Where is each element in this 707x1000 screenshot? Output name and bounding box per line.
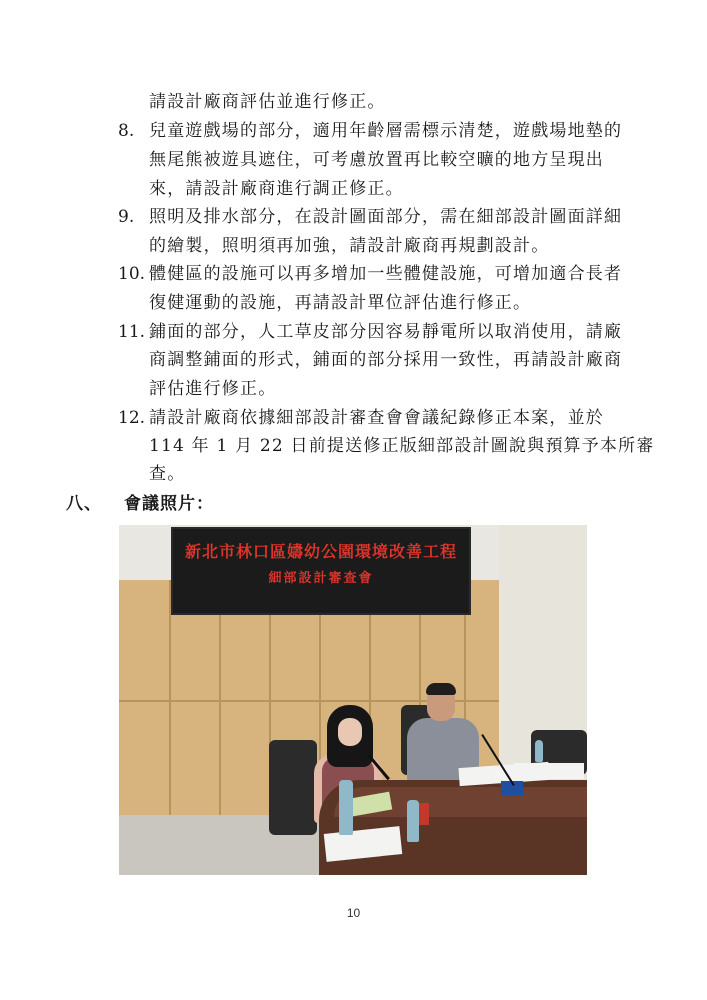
text-line-7: 體健區的設施可以再多增加一些體健設施，可增加適合長者	[149, 264, 623, 284]
item-number-11: 11.	[118, 322, 146, 342]
text-line-9: 鋪面的部分，人工草皮部分因容易靜電所以取消使用，請廠	[149, 322, 623, 342]
text-line-8: 復健運動的設施，再請設計單位評估進行修正。	[149, 293, 532, 313]
item-number-8: 8.	[118, 121, 135, 141]
text-line-14: 查。	[149, 464, 186, 484]
chair	[269, 740, 317, 835]
section-index: 八、	[66, 494, 102, 514]
text-line-13: 114 年 1 月 22 日前提送修正版細部設計圖說與預算予本所審	[149, 436, 655, 456]
item-number-10: 10.	[118, 264, 146, 284]
text-line-4: 來，請設計廠商進行調正修正。	[149, 179, 404, 199]
item-number-12: 12.	[118, 408, 146, 428]
text-line-12: 請設計廠商依據細部設計審查會會議紀錄修正本案，並於	[149, 408, 604, 428]
text-line-11: 評估進行修正。	[149, 379, 277, 399]
meeting-photo	[119, 525, 587, 875]
section-title: 會議照片：	[124, 494, 214, 514]
sign-subtitle: 細部設計審查會	[268, 571, 374, 586]
led-sign-board	[171, 527, 471, 615]
water-bottle	[535, 740, 543, 762]
text-line-6: 的繪製，照明須再加強，請設計廠商再規劃設計。	[149, 236, 550, 256]
text-line-3: 無尾熊被遊具遮住，可考慮放置再比較空曠的地方呈現出	[149, 150, 604, 170]
sign-title: 新北市林口區嬦幼公園環境改善工程	[184, 542, 457, 561]
water-bottle	[339, 780, 353, 835]
text-line-1: 請設計廠商評估並進行修正。	[149, 92, 386, 112]
nameplate	[419, 803, 429, 825]
item-number-9: 9.	[118, 207, 135, 227]
text-line-5: 照明及排水部分，在設計圖面部分，需在細部設計圖面詳細	[149, 207, 623, 227]
water-bottle	[407, 800, 419, 842]
text-line-2: 兒童遊戲場的部分，適用年齡層需標示清楚，遊戲場地墊的	[149, 121, 623, 141]
text-line-10: 商調整鋪面的形式，鋪面的部分採用一致性，再請設計廠商	[149, 350, 623, 370]
document-paper	[514, 763, 584, 779]
page-number: 10	[346, 906, 361, 920]
